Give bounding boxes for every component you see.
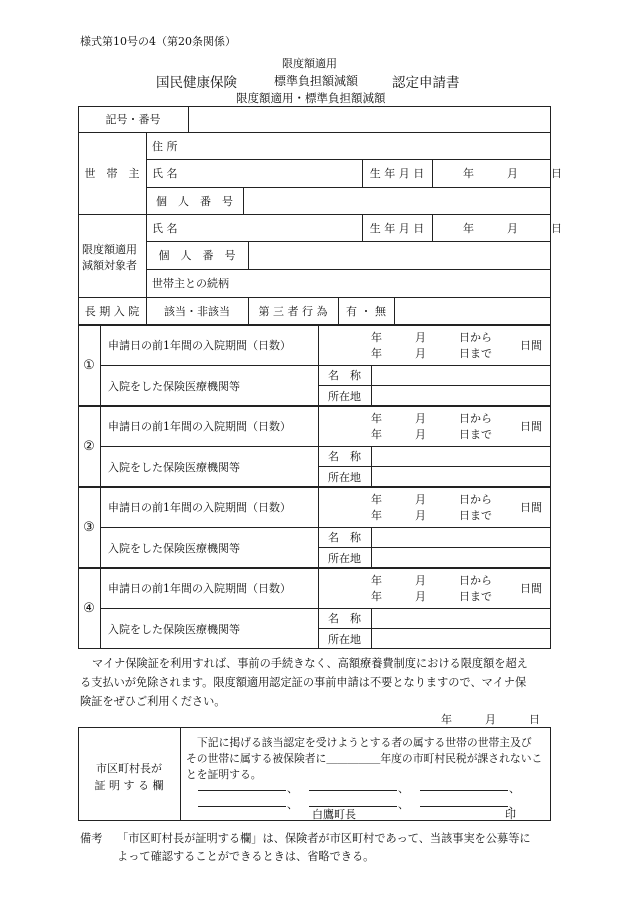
householder-name-label: 氏 名	[152, 167, 178, 180]
title-middle: 標準負担額減額	[274, 74, 359, 88]
certification-text-2: その世帯に属する被保険者に＿＿＿＿＿年度の市町村民税が課されないこ	[186, 752, 543, 765]
period-label: 申請日の前1年間の入院期間（日数）	[108, 501, 291, 514]
notice-line2: る支払いが免除されます。限度額適用認定証の事前申請は不要となりますので、マイナ保	[80, 676, 527, 689]
comma-1: 、	[287, 782, 298, 795]
certification-text-1: 下記に掲げる該当認定を受けようとする者の属する世帯の世帯主及び	[197, 736, 532, 749]
period-from: 年 月 日から	[371, 331, 492, 344]
symbol-number-label: 記号・番号	[105, 113, 161, 126]
address-label: 住 所	[152, 139, 178, 153]
period-to: 年 月 日まで	[371, 428, 492, 441]
institution-name-label: 名 称	[328, 612, 361, 625]
institution-location-label: 所在地	[328, 551, 361, 565]
period-label: 申請日の前1年間の入院期間（日数）	[108, 420, 291, 433]
remarks-line2: よって確認することができるときは、省略できる。	[117, 850, 375, 863]
target-name-label: 氏 名	[152, 221, 178, 235]
title-right: 認定申請書	[392, 75, 460, 91]
date-line: 年 月 日	[441, 713, 540, 726]
applicable-options[interactable]: 該当・非該当	[164, 305, 230, 318]
period-days: 日間	[520, 339, 542, 352]
period-days: 日間	[520, 582, 542, 595]
target-birthdate-value: 年 月 日	[463, 221, 562, 235]
comma-6: 、	[509, 798, 520, 811]
householder-label: 世 帯 主	[84, 167, 140, 180]
remarks-label: 備考	[80, 832, 103, 845]
institution-name-label: 名 称	[328, 450, 361, 463]
certification-text-3: とを証明する。	[186, 768, 262, 781]
notice-line1: マイナ保険証を利用すれば、事前の手続きなく、高額療養費制度における限度額を超え	[92, 657, 528, 670]
institution-location-label: 所在地	[328, 632, 361, 646]
comma-5: 、	[398, 798, 409, 811]
householder-birthdate-label: 生 年 月 日	[369, 167, 425, 180]
title-left: 国民健康保険	[156, 75, 237, 91]
third-party-label: 第 三 者 行 為	[258, 305, 328, 318]
form-number: 様式第10号の4（第20条関係）	[80, 35, 236, 48]
target-birthdate-label: 生 年 月 日	[369, 221, 425, 235]
long-term-label: 長 期 入 院	[84, 305, 140, 318]
period-to: 年 月 日まで	[371, 347, 492, 360]
institution-name-label: 名 称	[328, 531, 361, 544]
block-number: ③	[83, 520, 95, 535]
period-label: 申請日の前1年間の入院期間（日数）	[108, 339, 291, 352]
institution-label: 入院をした保険医療機関等	[108, 622, 240, 636]
institution-label: 入院をした保険医療機関等	[108, 460, 240, 474]
yes-no-options[interactable]: 有 ・ 無	[346, 305, 386, 318]
period-from: 年 月 日から	[371, 574, 492, 587]
institution-label: 入院をした保険医療機関等	[108, 379, 240, 393]
seal-mark: 印	[505, 808, 516, 821]
remarks-line1: 「市区町村長が証明する欄」は、保険者が市区町村であって、当該事実を公募等に	[117, 832, 531, 845]
period-to: 年 月 日まで	[371, 590, 492, 603]
comma-2: 、	[398, 782, 409, 795]
mayor-name: 白鷹町長	[312, 808, 356, 821]
subtitle: 限度額適用・標準負担額減額	[236, 91, 386, 105]
period-to: 年 月 日まで	[371, 509, 492, 522]
relation-label: 世帯主との続柄	[152, 277, 229, 290]
comma-4: 、	[287, 798, 298, 811]
notice-line3: 険証をぜひご利用ください。	[80, 695, 226, 708]
period-days: 日間	[520, 501, 542, 514]
block-number: ①	[83, 358, 95, 373]
certification-label: 市区町村長が 証 明 す る 欄	[94, 762, 164, 792]
householder-birthdate-value: 年 月 日	[463, 167, 562, 180]
target-person-label: 限度額適用 減額対象者	[82, 243, 137, 272]
institution-location-label: 所在地	[328, 470, 361, 484]
block-number: ②	[83, 439, 95, 454]
householder-personal-number-label: 個 人 番 号	[156, 194, 233, 208]
period-from: 年 月 日から	[371, 493, 492, 506]
top-label: 限度額適用	[282, 57, 337, 70]
institution-name-label: 名 称	[328, 369, 361, 382]
period-days: 日間	[520, 420, 542, 433]
comma-3: 、	[509, 782, 520, 795]
target-personal-number-label: 個 人 番 号	[158, 249, 236, 262]
period-label: 申請日の前1年間の入院期間（日数）	[108, 582, 291, 595]
block-number: ④	[83, 601, 95, 616]
period-from: 年 月 日から	[371, 412, 492, 425]
institution-label: 入院をした保険医療機関等	[108, 541, 240, 555]
institution-location-label: 所在地	[328, 389, 361, 403]
